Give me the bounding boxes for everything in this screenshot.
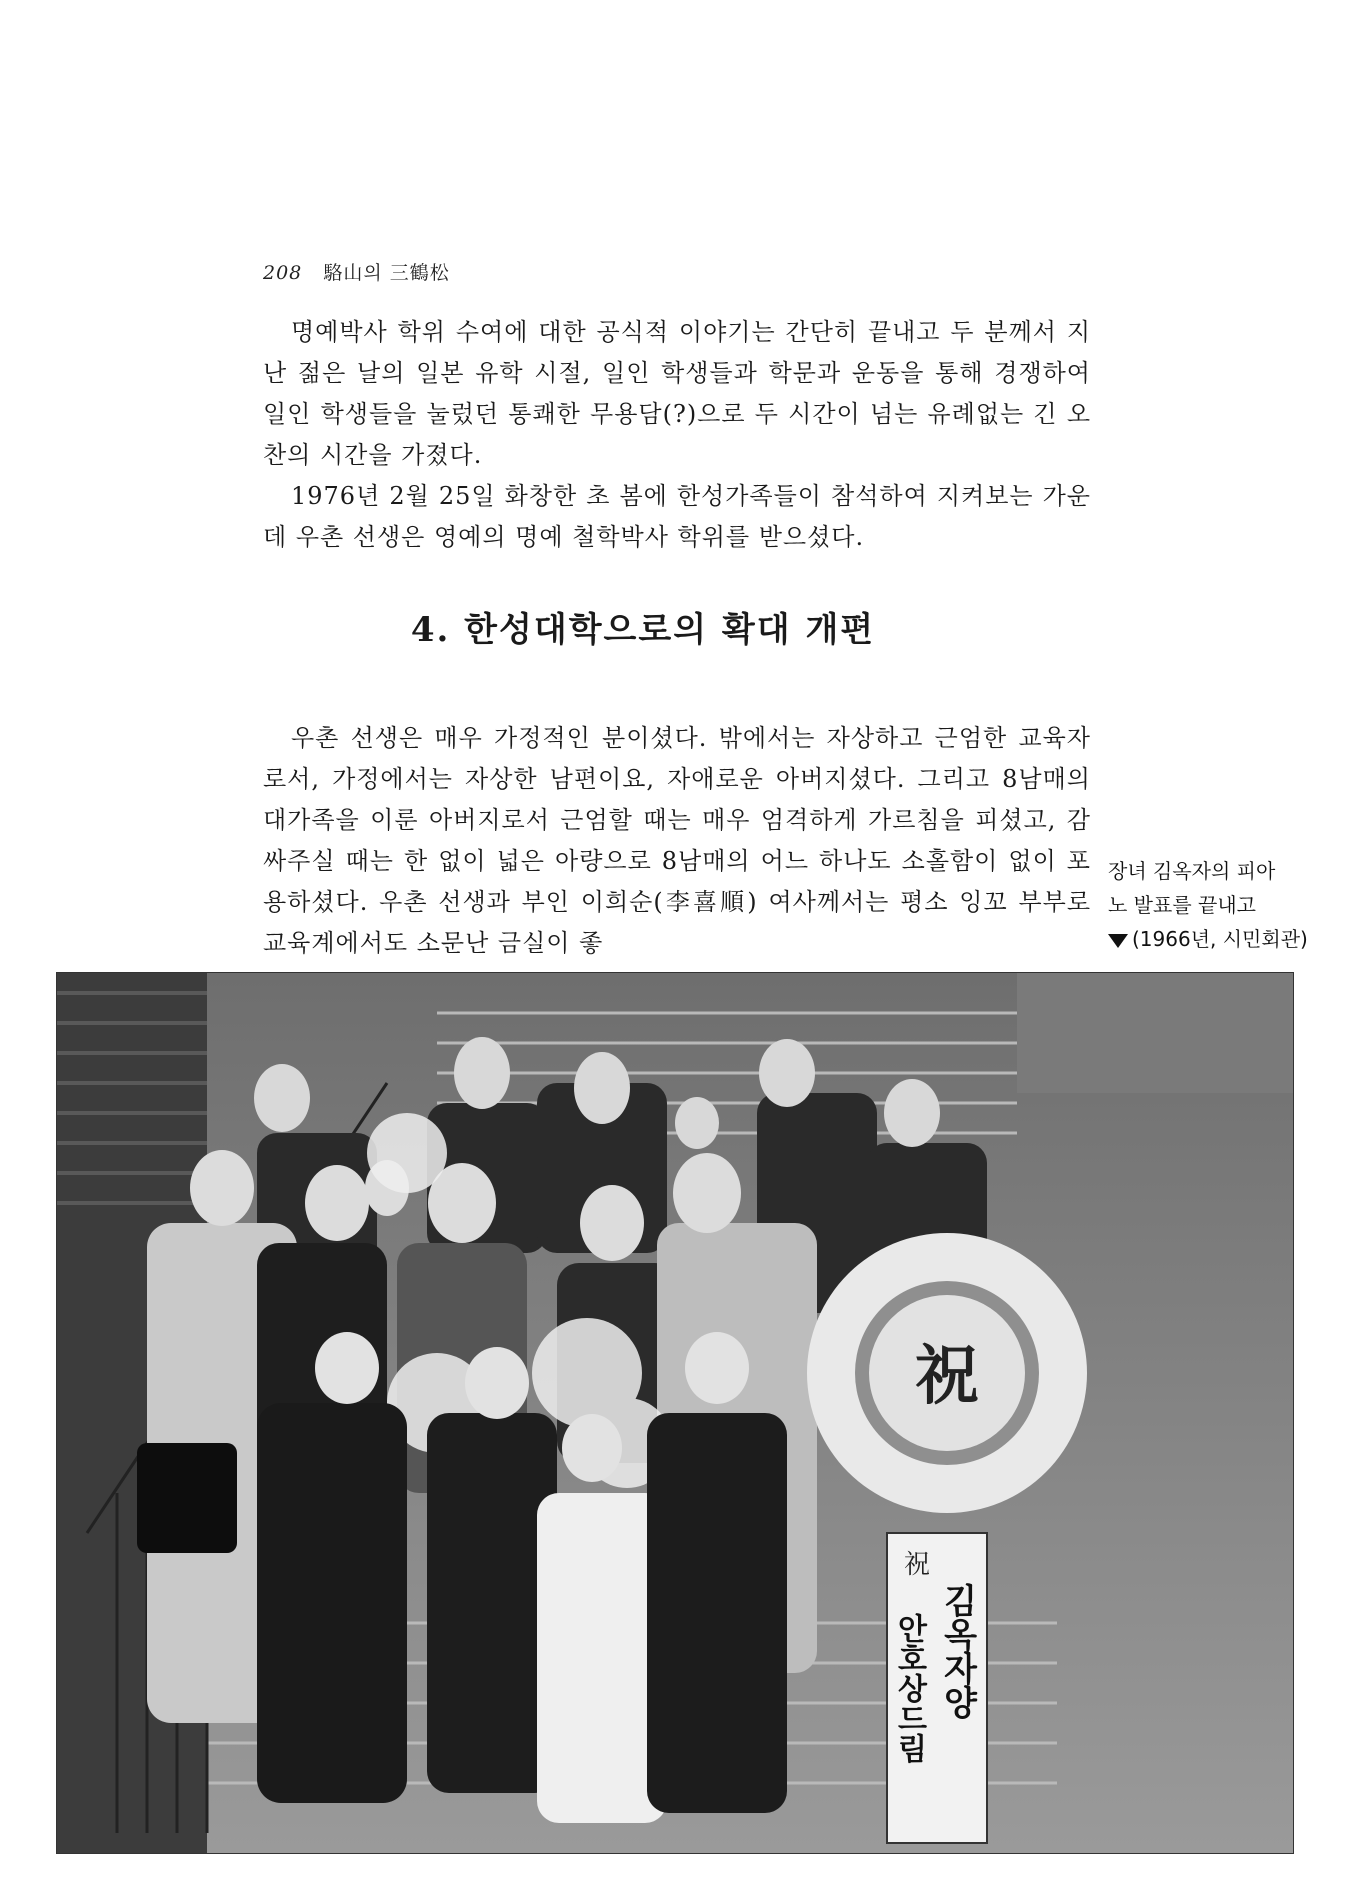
paragraph-luncheon: 명예박사 학위 수여에 대한 공식적 이야기는 간단히 끝내고 두 분께서 지난 젊은 날의 일본 유학 시절, 일인 학생들과 학문과 운동을 통해 경쟁하여 일인 학생들을 눌렀던 통쾌한 무용담(?)으로 두 시간이 넘는 유례없는 긴 오찬의 시간을 가졌다.	[263, 318, 1091, 469]
group-photo	[56, 972, 1294, 1854]
running-head	[263, 258, 450, 285]
wreath-banner	[887, 1533, 987, 1843]
caption-line-1: 장녀 김옥자의 피아	[1108, 859, 1276, 883]
banner-sender: 안호상드림	[891, 1613, 927, 1763]
wreath-emblem: 祝	[915, 1339, 979, 1414]
handbag	[137, 1443, 237, 1553]
section-heading: 4. 한성대학으로의 확대 개편	[410, 610, 876, 650]
paragraph-family: 우촌 선생은 매우 가정적인 분이셨다. 밖에서는 자상하고 근엄한 교육자로서, 가정에서는 자상한 남편이요, 자애로운 아버지셨다. 그리고 8남매의 대가족을 이룬 아버지로서 근엄할 때는 매우 엄격하게 가르침을 피셨고, 감싸주실 때는 한 없이 넓은 아량으로 8남매의 어느 하나도 소홀함이 없이 포용하셨다. 우촌 선생과 부인 이희순(李喜順) 여사께서는 평소 잉꼬 부부로 교육계에서도 소문난 금실이 좋	[263, 724, 1091, 957]
banner-name: 김옥자양	[937, 1583, 977, 1719]
caption-line-3: (1966년, 시민회관)	[1132, 927, 1308, 951]
group-photo-illustration	[57, 973, 1293, 1853]
triangle-pointer-icon	[1108, 934, 1128, 948]
caption-line-2: 노 발표를 끝내고	[1108, 893, 1256, 917]
photo-caption	[1108, 854, 1338, 956]
banner-top-character: 祝	[903, 1550, 931, 1580]
caption-line-3-wrap	[1108, 922, 1338, 956]
book-title: 駱山의 三鶴松	[323, 262, 450, 284]
page-number: 208	[263, 262, 303, 284]
congratulatory-wreath	[807, 1233, 1087, 1513]
paragraph-degree: 1976년 2월 25일 화창한 초 봄에 한성가족들이 참석하여 지켜보는 가운데 우촌 선생은 영예의 명예 철학박사 학위를 받으셨다.	[263, 482, 1091, 551]
